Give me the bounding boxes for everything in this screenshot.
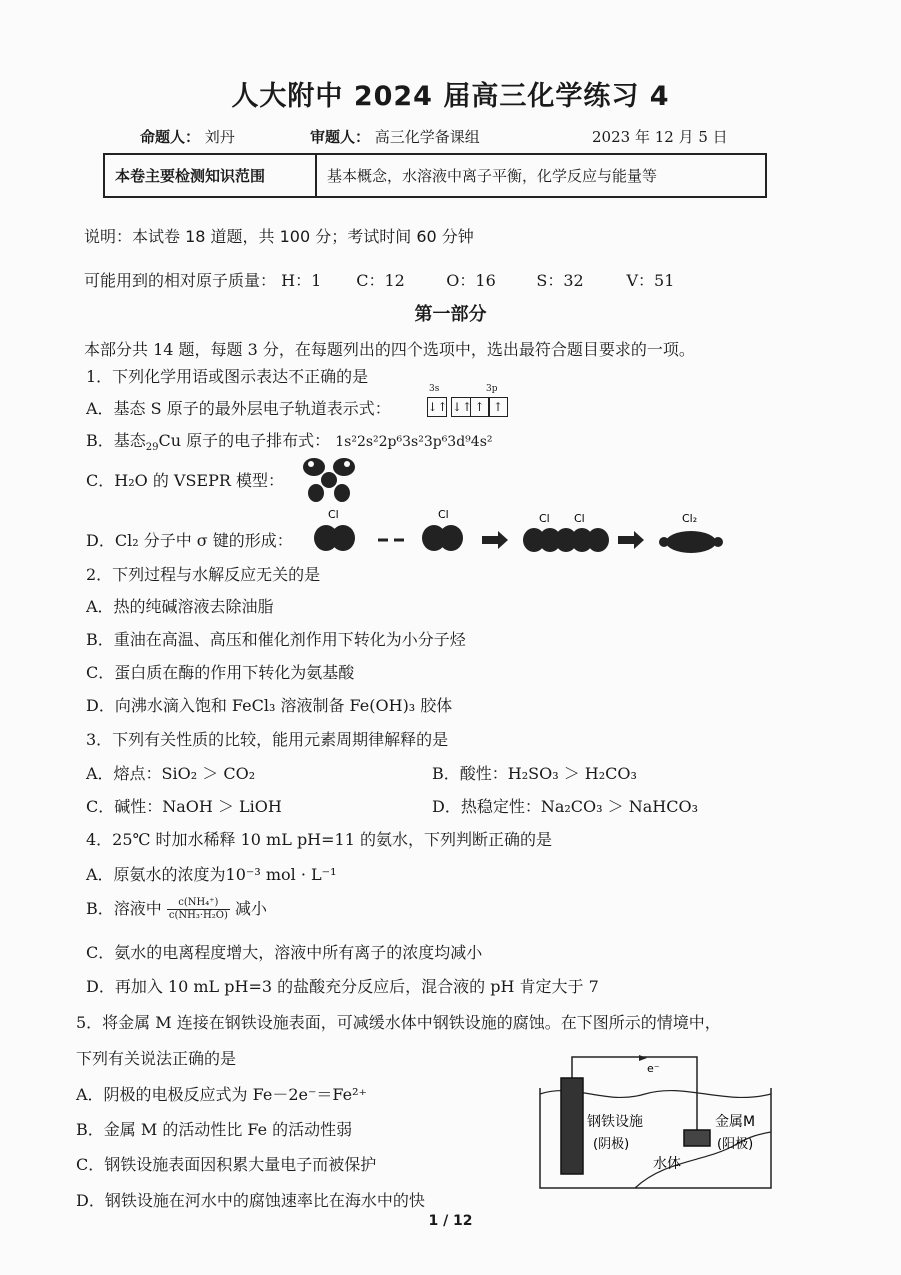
mass-v: V：51 <box>626 271 675 290</box>
exam-note: 说明：本试卷 18 道题，共 100 分；考试时间 60 分钟 <box>84 227 474 246</box>
sigma-bond-diagram <box>306 506 736 556</box>
q3-option-d: D．热稳定性：Na₂CO₃ ＞ NaHCO₃ <box>432 797 698 816</box>
cl-label: Cl <box>438 508 449 521</box>
q1-b-atomic-number: 29 <box>145 442 159 454</box>
steel-facility-role: (阴极) <box>593 1137 630 1152</box>
q2-option-c: C．蛋白质在酶的作用下转化为氨基酸 <box>86 663 355 682</box>
mass-o: O：16 <box>446 271 496 290</box>
q2-stem: 2．下列过程与水解反应无关的是 <box>86 565 321 584</box>
orbital-label-3p: 3p <box>486 384 498 394</box>
water-label: 水体 <box>653 1156 681 1172</box>
q5-stem-line2: 下列有关说法正确的是 <box>76 1049 237 1068</box>
q5-option-d: D．钢铁设施在河水中的腐蚀速率比在海水中的快 <box>76 1191 425 1210</box>
q1-option-b <box>86 428 493 453</box>
q5-option-b: B．金属 M 的活动性比 Fe 的活动性弱 <box>76 1120 353 1139</box>
ratio-denominator: c(NH₃·H₂O) <box>168 910 228 921</box>
author-line <box>140 126 235 147</box>
orbital-box: ↑ <box>470 397 490 417</box>
q4-b-prefix: B．溶液中 <box>86 899 162 918</box>
author-label: 命题人： <box>140 128 201 146</box>
q4-option-d: D．再加入 10 mL pH=3 的盐酸充分反应后，混合液的 pH 肯定大于 7 <box>86 977 599 996</box>
q3-stem: 3．下列有关性质的比较，能用元素周期律解释的是 <box>86 730 449 749</box>
q5-option-a: A．阴极的电极反应式为 Fe－2e⁻＝Fe²⁺ <box>76 1085 367 1104</box>
vsepr-model-image <box>298 455 360 505</box>
scope-label: 本卷主要检测知识范围 <box>104 154 316 197</box>
q4-option-b <box>86 896 267 922</box>
orbital-box: ↓↑ <box>451 397 471 417</box>
scope-table <box>103 153 767 198</box>
cl-label: Cl <box>328 508 339 521</box>
q2-option-b: B．重油在高温、高压和催化剂作用下转化为小分子烃 <box>86 630 466 649</box>
q4-option-c: C．氨水的电离程度增大，溶液中所有离子的浓度均减小 <box>86 943 483 962</box>
q1-option-a <box>86 396 391 419</box>
q2-option-d: D．向沸水滴入饱和 FeCl₃ 溶液制备 Fe(OH)₃ 胶体 <box>86 696 453 715</box>
scope-value: 基本概念，水溶液中离子平衡，化学反应与能量等 <box>316 154 766 197</box>
q5-option-c: C．钢铁设施表面因积累大量电子而被保护 <box>76 1155 377 1174</box>
steel-facility-electrode <box>561 1078 583 1174</box>
atomic-mass-line <box>84 268 674 291</box>
q4-stem: 4．25℃ 时加水稀释 10 mL pH=11 的氨水，下列判断正确的是 <box>86 830 552 849</box>
cl-label: Cl <box>574 512 585 525</box>
electron-label: e⁻ <box>647 1062 660 1075</box>
q4-option-a: A．原氨水的浓度为10⁻³ mol · L⁻¹ <box>86 865 337 884</box>
exam-date: 2023 年 12 月 5 日 <box>592 128 728 146</box>
q3-option-b: B．酸性：H₂SO₃ ＞ H₂CO₃ <box>432 764 637 783</box>
q1-b-mid: Cu 原子的电子排布式： <box>158 431 331 450</box>
orbital-diagram <box>428 396 508 417</box>
q1-a-text: A．基态 S 原子的最外层电子轨道表示式： <box>86 399 391 418</box>
metal-m-label: 金属M <box>715 1114 756 1130</box>
part-title: 第一部分 <box>414 304 487 325</box>
q1-option-d: D．Cl₂ 分子中 σ 键的形成： <box>86 531 293 550</box>
orbital-box: ↓↑ <box>427 397 447 417</box>
q1-b-config: 1s²2s²2p⁶3s²3p⁶3d⁹4s² <box>335 434 493 450</box>
metal-m-electrode <box>684 1130 710 1146</box>
corrosion-figure <box>535 1050 775 1190</box>
steel-facility-label: 钢铁设施 <box>587 1114 643 1130</box>
concentration-ratio <box>167 897 230 922</box>
cl2-label: Cl₂ <box>682 512 698 525</box>
q3-option-c: C．碱性：NaOH ＞ LiOH <box>86 797 282 816</box>
page-number: 1 / 12 <box>428 1213 473 1229</box>
mass-h: H：1 <box>281 271 322 290</box>
q1-stem: 1．下列化学用语或图示表达不正确的是 <box>86 367 369 386</box>
atomic-mass-label: 可能用到的相对原子质量： <box>84 271 277 290</box>
metal-m-role: (阳极) <box>717 1137 754 1152</box>
q5-stem-line1: 5．将金属 M 连接在钢铁设施表面，可减缓水体中钢铁设施的腐蚀。在下图所示的情境中， <box>76 1013 721 1032</box>
orbital-label-3s: 3s <box>429 384 440 394</box>
q3-option-a: A．熔点：SiO₂ ＞ CO₂ <box>86 764 256 783</box>
reviewer-name: 高三化学备课组 <box>374 128 480 146</box>
cl-label: Cl <box>539 512 550 525</box>
q1-option-c: C．H₂O 的 VSEPR 模型： <box>86 471 284 490</box>
q2-option-a: A．热的纯碱溶液去除油脂 <box>86 597 274 616</box>
mass-s: S：32 <box>536 271 584 290</box>
reviewer-line <box>310 126 480 147</box>
q4-b-suffix: 减小 <box>234 899 267 918</box>
orbital-box: ↑ <box>488 397 508 417</box>
reviewer-label: 审题人： <box>310 128 371 146</box>
ratio-numerator: c(NH₄⁺) <box>167 897 230 910</box>
mass-c: C：12 <box>356 271 405 290</box>
author-name: 刘丹 <box>204 128 235 146</box>
part-intro: 本部分共 14 题，每题 3 分，在每题列出的四个选项中，选出最符合题目要求的一项。 <box>84 340 695 359</box>
page-title: 人大附中 2024 届高三化学练习 4 <box>231 81 670 112</box>
q1-b-prefix: B．基态 <box>86 431 146 450</box>
